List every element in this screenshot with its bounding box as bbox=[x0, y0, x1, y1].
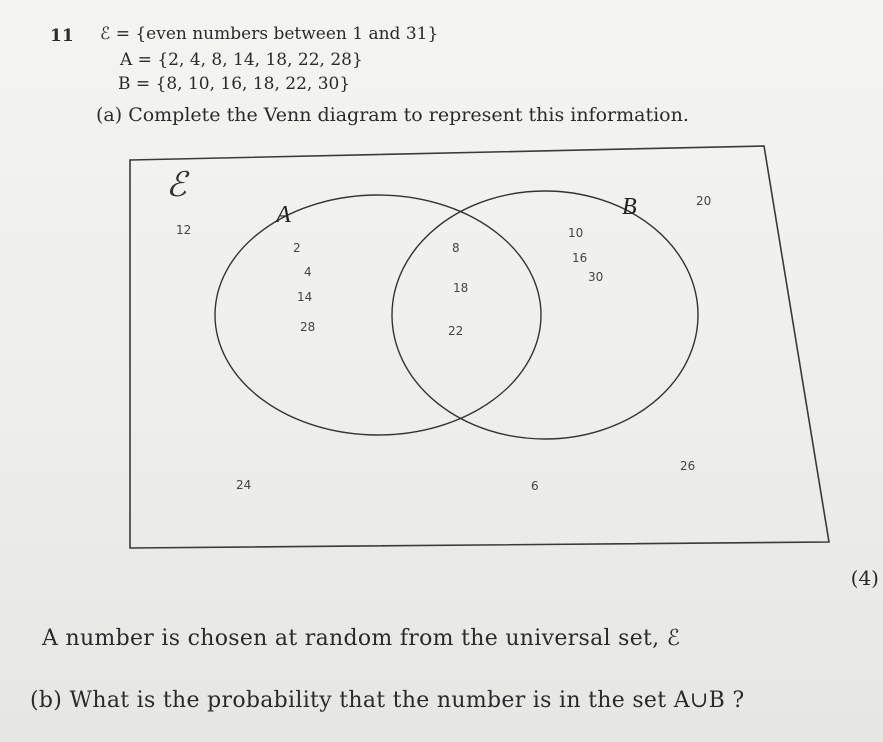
outside-value: 26 bbox=[680, 459, 696, 473]
only-a-value: 14 bbox=[297, 290, 313, 304]
outside-value: 24 bbox=[236, 478, 252, 492]
only-b-value: 30 bbox=[588, 270, 604, 284]
universal-symbol: ℰ bbox=[166, 167, 187, 204]
universal-set-box bbox=[130, 146, 829, 548]
marks-label: (4) bbox=[850, 566, 879, 590]
set-b-definition: B = {8, 10, 16, 18, 22, 30} bbox=[118, 74, 351, 94]
intersection-value: 22 bbox=[448, 324, 464, 338]
circle-b bbox=[392, 191, 698, 439]
outside-value: 20 bbox=[696, 194, 712, 208]
only-b-value: 16 bbox=[572, 251, 588, 265]
part-b-question: (b) What is the probability that the number is in the set A∪B ? bbox=[30, 688, 745, 713]
outside-value: 12 bbox=[176, 223, 192, 237]
only-b-value: 10 bbox=[568, 226, 584, 240]
only-a-value: 28 bbox=[300, 320, 316, 334]
label-a: A bbox=[276, 202, 291, 228]
circle-a bbox=[215, 195, 541, 435]
label-b: B bbox=[622, 194, 637, 220]
set-a-definition: A = {2, 4, 8, 14, 18, 22, 28} bbox=[120, 50, 363, 70]
only-a-value: 2 bbox=[293, 241, 301, 255]
question-number: 11 bbox=[50, 26, 74, 46]
universal-set-definition: ℰ = {even numbers between 1 and 31} bbox=[100, 24, 439, 44]
only-a-value: 4 bbox=[304, 265, 312, 279]
outside-value: 6 bbox=[531, 479, 539, 493]
intersection-value: 18 bbox=[453, 281, 469, 295]
random-selection-statement: A number is chosen at random from the universal set, ℰ bbox=[42, 626, 681, 651]
intersection-value: 8 bbox=[452, 241, 460, 255]
part-a-instruction: (a) Complete the Venn diagram to represent this information. bbox=[96, 104, 689, 126]
